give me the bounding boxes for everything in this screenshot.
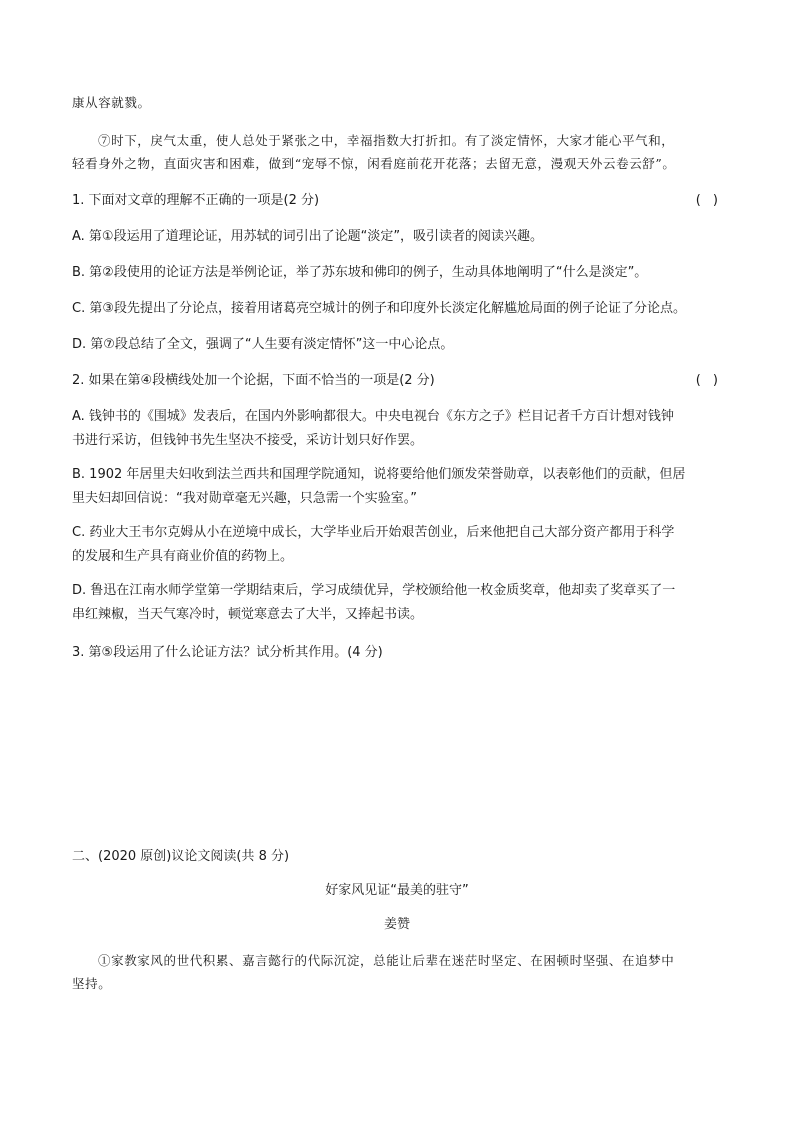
question-2-option-b-line-2: 里夫妇却回信说：“我对勋章毫无兴趣，只急需一个实验室。”	[72, 491, 417, 506]
section-2-heading: 二、(2020 原创)议论文阅读(共 8 分)	[72, 849, 290, 864]
article-author: 姜赞	[383, 917, 410, 932]
passage-text-line: 康从容就戮。	[72, 95, 151, 110]
question-1-option-d: D. 第⑦段总结了全文，强调了“人生要有淡定情怀”这一中心论点。	[72, 337, 454, 352]
question-2-option-b-line-1: B. 1902 年居里夫妇收到法兰西共和国理学院通知，说将要给他们颁发荣誉勋章，以表彰他们的贡献，但居	[72, 467, 686, 482]
article-title: 好家风见证“最美的驻守”	[325, 883, 469, 898]
question-1-option-a: A. 第①段运用了道理论证，用苏轼的词引出了论题“淡定”，吸引读者的阅读兴趣。	[72, 229, 544, 244]
question-2-option-c-line-1: C. 药业大王韦尔克姆从小在逆境中成长，大学毕业后开始艰苦创业，后来他把自己大部分资产都用于科学	[72, 525, 675, 540]
question-2-stem	[72, 370, 722, 392]
question-2-option-c-line-2: 的发展和生产具有商业价值的药物上。	[72, 549, 294, 564]
question-3-stem: 3. 第⑤段运用了什么论证方法？试分析其作用。(4 分)	[72, 645, 383, 660]
question-1-option-c: C. 第③段先提出了分论点，接着用诸葛亮空城计的例子和印度外长淡定化解尴尬局面的例子论证了分论点。	[72, 301, 686, 316]
question-1-option-b: B. 第②段使用的论证方法是举例论证，举了苏东坡和佛印的例子，生动具体地阐明了“什么是淡定”。	[72, 265, 648, 280]
question-2-option-d-line-2: 串红辣椒，当天气寒冷时，顿觉寒意去了大半，又捧起书读。	[72, 607, 424, 622]
question-1-stem	[72, 190, 722, 212]
article-paragraph-1-line-2: 坚持。	[72, 976, 112, 991]
answer-bracket: ( )	[695, 373, 722, 388]
answer-bracket: ( )	[695, 193, 722, 208]
article-paragraph-1-line-1: ①家教家风的世代积累、嘉言懿行的代际沉淀，总能让后辈在迷茫时坚定、在困顿时坚强、在追梦中	[98, 953, 675, 968]
question-2-option-a-line-2: 书进行采访，但钱钟书先生坚决不接受，采访计划只好作罢。	[72, 433, 424, 448]
question-2-option-d-line-1: D. 鲁迅在江南水师学堂第一学期结束后，学习成绩优异，学校颁给他一枚金质奖章，他却卖了奖章买了一	[72, 583, 676, 598]
question-2-option-a-line-1: A. 钱钟书的《围城》发表后，在国内外影响都很大。中央电视台《东方之子》栏目记者千方百计想对钱钟	[72, 409, 674, 424]
question-1-stem-text: 1. 下面对文章的理解不正确的一项是(2 分)	[72, 193, 320, 208]
paragraph-7-line-2: 轻看身外之物，直面灾害和困难，做到“宠辱不惊，闲看庭前花开花落；去留无意，漫观天外云卷云舒”。	[72, 156, 676, 171]
paragraph-7-line-1: ⑦时下，戾气太重，使人总处于紧张之中，幸福指数大打折扣。有了淡定情怀，大家才能心平气和，	[98, 133, 675, 148]
question-2-stem-text: 2. 如果在第④段横线处加一个论据，下面不恰当的一项是(2 分)	[72, 373, 435, 388]
